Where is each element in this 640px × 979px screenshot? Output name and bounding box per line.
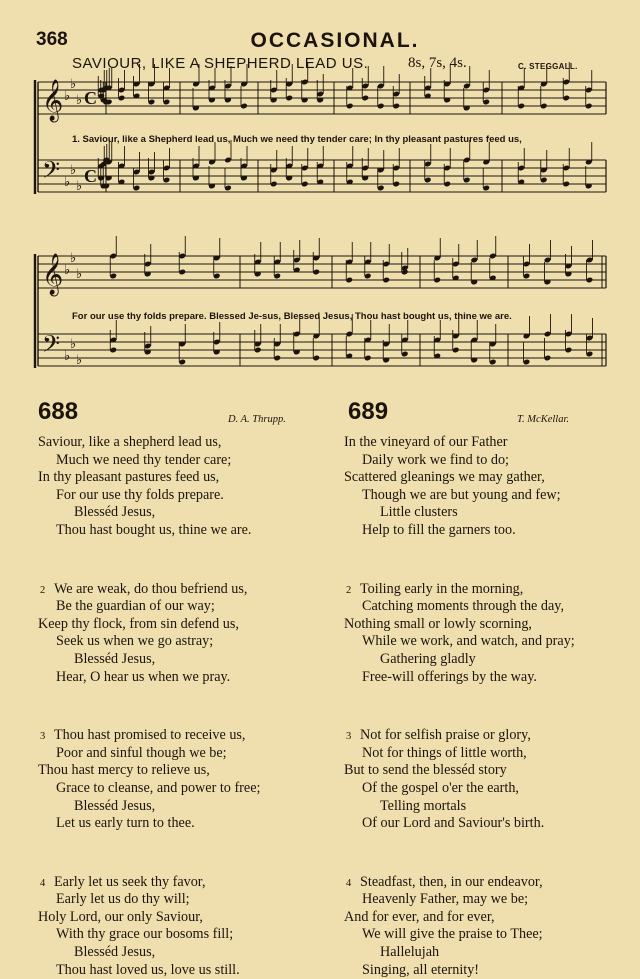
tune-meter: 8s, 7s, 4s. xyxy=(408,55,467,71)
verse-line-text: Much we need thy tender care; xyxy=(56,451,232,468)
stanza-gap xyxy=(344,540,634,581)
flat-sign: ♭ xyxy=(70,251,77,266)
verse-line xyxy=(38,874,328,892)
verse-line-text: Blesséd Jesus, xyxy=(74,504,156,521)
hymn-author-689: T. McKellar. xyxy=(517,414,570,425)
verse-line-text: Singing, all eternity! xyxy=(362,961,480,978)
verse-line-text: Gathering gladly xyxy=(380,650,476,667)
flat-sign: ♭ xyxy=(76,353,83,368)
stanza xyxy=(344,434,634,540)
verse-line xyxy=(344,504,634,522)
flat-sign: ♭ xyxy=(76,267,83,282)
verse-line-text: With thy grace our bosoms fill; xyxy=(56,926,234,943)
stanza xyxy=(38,727,328,833)
verse-line xyxy=(38,745,328,763)
stanza-number: 4 xyxy=(346,877,352,889)
verse-line xyxy=(38,944,328,962)
verse-line-text: Keep thy flock, from sin defend us, xyxy=(38,615,239,632)
verse-line-text: Toiling early in the morning, xyxy=(360,580,524,597)
verse-line-text: Be the guardian of our way; xyxy=(56,598,215,615)
verse-line xyxy=(38,452,328,470)
verse-line xyxy=(344,815,634,833)
verse-line-text: Poor and sinful though we be; xyxy=(56,744,227,761)
verse-line xyxy=(38,598,328,616)
section-title: OCCASIONAL. xyxy=(250,29,420,52)
verse-line xyxy=(38,669,328,687)
verse-line xyxy=(344,598,634,616)
verse-line-text: And for ever, and for ever, xyxy=(344,908,495,925)
verse-line xyxy=(344,522,634,540)
verse-line xyxy=(38,487,328,505)
stanza-gap xyxy=(38,833,328,874)
verse-line-text: Of the gospel o'er the earth, xyxy=(362,779,519,796)
verse-line xyxy=(38,727,328,745)
music-score xyxy=(0,0,640,395)
verse-line xyxy=(344,745,634,763)
verse-line xyxy=(344,780,634,798)
flat-sign: ♭ xyxy=(70,163,77,178)
verse-line-text: For our use thy folds prepare. xyxy=(56,486,224,503)
flat-sign: ♭ xyxy=(64,89,71,104)
verse-line xyxy=(344,616,634,634)
stanza xyxy=(38,874,328,979)
stanza-gap xyxy=(38,540,328,581)
verse-line xyxy=(344,798,634,816)
verse-line xyxy=(344,944,634,962)
verse-line-text: In the vineyard of our Father xyxy=(344,434,508,450)
verse-line xyxy=(344,727,634,745)
verse-line xyxy=(38,581,328,599)
verse-line xyxy=(344,926,634,944)
verse-line-text: Telling mortals xyxy=(380,797,467,814)
stanza xyxy=(38,581,328,687)
verse-line-text: Though we are but young and few; xyxy=(362,486,561,503)
verse-line-text: Not for things of little worth, xyxy=(362,744,527,761)
stanza-gap xyxy=(38,686,328,727)
lyric-line-2: For our use thy folds prepare. Blessed Je-sus, Blessed Jesus, Thou hast bought us, thine we are. xyxy=(72,311,512,322)
verse-line xyxy=(344,909,634,927)
verse-line xyxy=(38,798,328,816)
stanza xyxy=(38,434,328,540)
verse-line xyxy=(344,651,634,669)
verse-line-text: Let us early turn to thee. xyxy=(56,815,195,832)
verse-line-text: Not for selfish praise or glory, xyxy=(360,727,531,744)
treble-clef: 𝄞 xyxy=(42,254,64,295)
verse-line xyxy=(38,522,328,540)
verse-line xyxy=(344,891,634,909)
verse-line xyxy=(38,909,328,927)
verse-line xyxy=(344,962,634,979)
stanza-number: 2 xyxy=(346,584,352,596)
stanza xyxy=(344,727,634,833)
stanza-gap xyxy=(344,686,634,727)
stanza-gap xyxy=(344,833,634,874)
verse-line-text: Of our Lord and Saviour's birth. xyxy=(362,815,545,832)
verse-line xyxy=(38,633,328,651)
stanza xyxy=(344,874,634,979)
verse-line-text: We are weak, do thou befriend us, xyxy=(54,580,248,597)
verse-line-text: But to send the blesséd story xyxy=(344,762,507,779)
stanza-number: 3 xyxy=(346,731,352,743)
verse-line xyxy=(38,616,328,634)
verse-line-text: Daily work we find to do; xyxy=(362,451,509,468)
verse-line-text: Early let us seek thy favor, xyxy=(54,873,206,890)
verse-line-text: Grace to cleanse, and power to free; xyxy=(56,779,261,796)
time-signature: C xyxy=(84,166,97,186)
hymn-number-688: 688 xyxy=(38,398,79,425)
page-number: 368 xyxy=(36,29,68,50)
verse-line-text: Heavenly Father, may we be; xyxy=(362,891,529,908)
time-signature: C xyxy=(84,88,97,108)
verse-line-text: Holy Lord, our only Saviour, xyxy=(38,908,203,925)
verse-line xyxy=(38,469,328,487)
bass-clef: 𝄢 xyxy=(42,330,61,363)
verse-line-text: Nothing small or lowly scorning, xyxy=(344,615,532,632)
verse-line xyxy=(344,669,634,687)
flat-sign: ♭ xyxy=(64,349,71,364)
verse-line-text: Free-will offerings by the way. xyxy=(362,668,537,685)
verse-line xyxy=(38,762,328,780)
verse-line xyxy=(38,962,328,979)
stanza xyxy=(344,581,634,687)
stanza-number: 4 xyxy=(40,877,46,889)
verse-line-text: Catching moments through the day, xyxy=(362,598,565,615)
verse-line xyxy=(344,633,634,651)
verse-line xyxy=(344,434,634,452)
hymn-689-text xyxy=(344,434,634,979)
verse-line-text: Early let us do thy will; xyxy=(56,891,190,908)
verse-line-text: Blesséd Jesus, xyxy=(74,650,156,667)
hymn-number-689: 689 xyxy=(348,398,389,425)
verse-line-text: Blesséd Jesus, xyxy=(74,797,156,814)
verse-line xyxy=(344,762,634,780)
verse-line xyxy=(38,815,328,833)
hymn-688-text xyxy=(38,434,328,979)
verse-line-text: Thou hast promised to receive us, xyxy=(54,727,246,744)
verse-line xyxy=(344,452,634,470)
tune-composer: C. STEGGALL. xyxy=(518,62,578,71)
verse-line xyxy=(344,469,634,487)
verse-line-text: Scattered gleanings we may gather, xyxy=(344,469,545,486)
verse-line xyxy=(38,780,328,798)
verse-line xyxy=(38,651,328,669)
verse-line xyxy=(344,581,634,599)
flat-sign: ♭ xyxy=(70,77,77,92)
verse-line xyxy=(38,434,328,452)
verse-line-text: Blesséd Jesus, xyxy=(74,944,156,961)
hymn-author-688: D. A. Thrupp. xyxy=(228,414,286,425)
verse-line-text: Hear, O hear us when we pray. xyxy=(56,668,231,685)
flat-sign: ♭ xyxy=(76,93,83,108)
verse-line-text: Thou hast loved us, love us still. xyxy=(56,961,240,978)
flat-sign: ♭ xyxy=(64,175,71,190)
verse-line xyxy=(38,891,328,909)
verse-line-text: Thou hast mercy to relieve us, xyxy=(38,762,210,779)
flat-sign: ♭ xyxy=(76,179,83,194)
verse-line-text: In thy pleasant pastures feed us, xyxy=(38,469,220,486)
verse-line-text: Little clusters xyxy=(380,504,458,521)
verse-line-text: Saviour, like a shepherd lead us, xyxy=(38,434,222,450)
verse-line-text: Seek us when we go astray; xyxy=(56,633,214,650)
lyric-line-1: 1. Saviour, like a Shepherd lead us, Much we need thy tender care; In thy pleasant pastures feed us, xyxy=(72,134,522,145)
verse-line xyxy=(344,874,634,892)
treble-clef: 𝄞 xyxy=(42,80,64,121)
verse-line-text: Hallelujah xyxy=(380,944,440,961)
verse-line-text: Steadfast, then, in our endeavor, xyxy=(360,873,543,890)
stanza-number: 3 xyxy=(40,731,46,743)
flat-sign: ♭ xyxy=(70,337,77,352)
verse-line xyxy=(344,487,634,505)
tune-title: SAVIOUR, LIKE A SHEPHERD LEAD US. xyxy=(72,55,369,72)
verse-line-text: We will give the praise to Thee; xyxy=(362,926,543,943)
stanza-number: 2 xyxy=(40,584,46,596)
bass-clef: 𝄢 xyxy=(42,156,61,189)
verse-line xyxy=(38,926,328,944)
verse-line-text: Thou hast bought us, thine we are. xyxy=(56,521,252,538)
verse-line-text: Help to fill the garners too. xyxy=(362,521,516,538)
verse-line xyxy=(38,504,328,522)
flat-sign: ♭ xyxy=(64,263,71,278)
verse-line-text: While we work, and watch, and pray; xyxy=(362,633,575,650)
